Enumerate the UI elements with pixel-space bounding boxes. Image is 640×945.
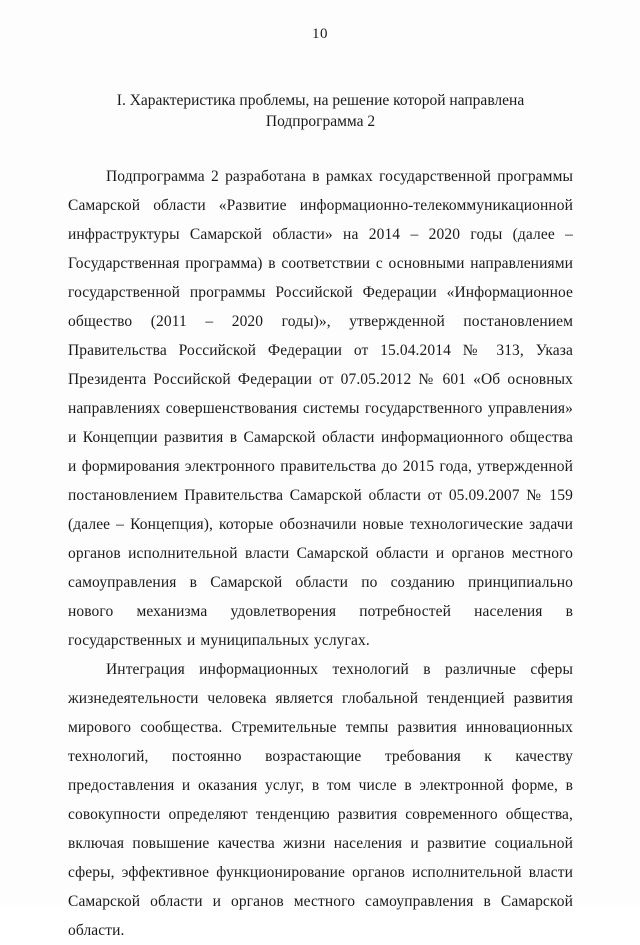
page-number: 10 bbox=[312, 26, 328, 42]
section-heading bbox=[68, 90, 573, 132]
section-heading-line-1: I. Характеристика проблемы, на решение которой направлена bbox=[116, 92, 525, 109]
section-heading-line-2: Подпрограмма 2 bbox=[265, 113, 376, 130]
page-content bbox=[68, 90, 573, 945]
paragraph: Подпрограмма 2 разработана в рамках государственной программы Самарской области «Развитие информационно-телекоммуникационной инфраструктуры Самарской области» на 2014 – 2020 годы (далее – Государственная программа) в соответствии с основными направлениями государственной программы Российской Федерации «Информационное общество (2011 – 2020 годы)», утвержденной постановлением Правительства Российской Федерации от 15.04.2014 № 313, Указа Президента Российской Федерации от 07.05.2012 № 601 «Об основных направлениях совершенствования системы государственного управления» и Концепции развития в Самарской области информационного общества и формирования электронного правительства до 2015 года, утвержденной постановлением Правительства Самарской области от 05.09.2007 № 159 (далее – Концепция), которые обозначили новые технологические задачи органов исполнительной власти Самарской области и органов местного самоуправления в Самарской области по созданию принципиально нового механизма удовлетворения потребностей населения в государственных и муниципальных услугах. bbox=[68, 168, 573, 649]
paragraph: Интеграция информационных технологий в различные сферы жизнедеятельности человека является глобальной тенденцией развития мирового сообщества. Стремительные темпы развития инновационных технологий, постоянно возрастающие требования к качеству предоставления и оказания услуг, в том числе в электронной форме, в совокупности определяют тенденцию развития современного общества, включая повышение качества жизни населения и развитие социальной сферы, эффективное функционирование органов исполнительной власти Самарской области и органов местного самоуправления в Самарской области. bbox=[68, 661, 573, 939]
body-text bbox=[68, 162, 573, 945]
